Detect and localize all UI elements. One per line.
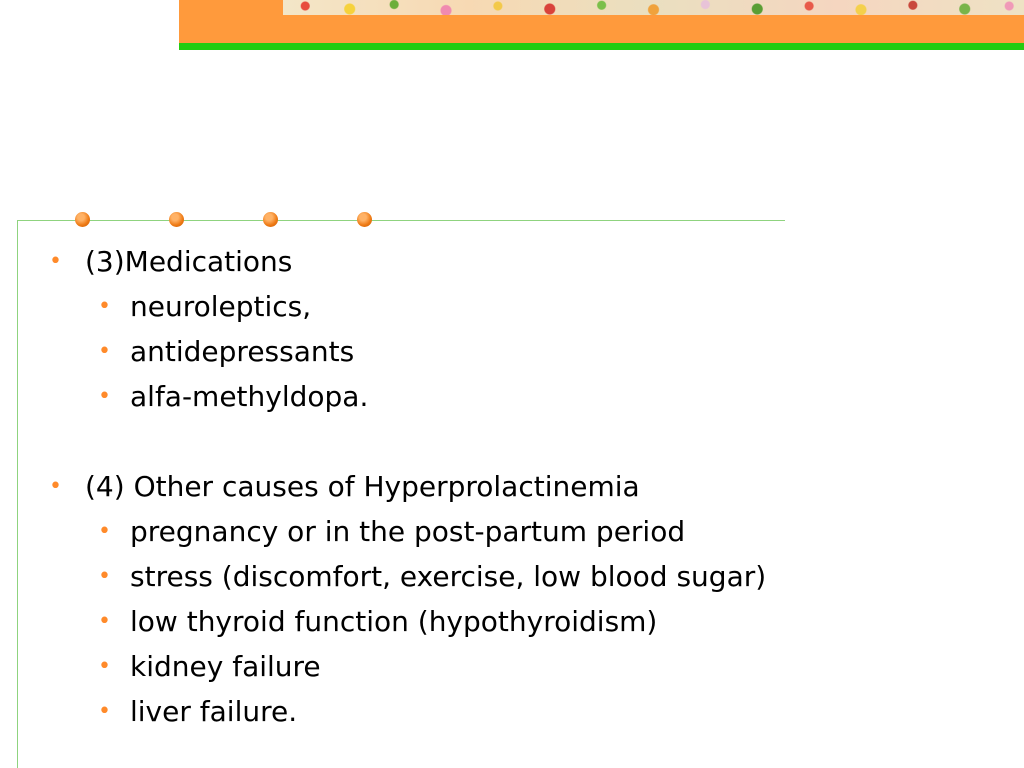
section-heading-medications: [49, 245, 292, 279]
list-item-text: stress (discomfort, exercise, low blood sugar): [130, 560, 767, 593]
list-item-text: alfa-methyldopa.: [130, 380, 369, 413]
bullet-icon: •: [98, 654, 111, 679]
list-item: [98, 515, 685, 549]
list-item: [98, 605, 657, 639]
bullet-icon: •: [98, 384, 111, 409]
bullet-icon: •: [98, 339, 111, 364]
section-heading-text: (4) Other causes of Hyperprolactinemia: [85, 470, 640, 503]
bullet-icon: •: [98, 699, 111, 724]
list-item: [98, 290, 311, 324]
list-item: [98, 695, 297, 729]
bullet-icon: •: [49, 474, 62, 499]
list-item: [98, 560, 766, 594]
bullet-icon: •: [49, 249, 62, 274]
list-item-text: low thyroid function (hypothyroidism): [130, 605, 658, 638]
list-item: [98, 335, 354, 369]
list-item-text: liver failure.: [130, 695, 298, 728]
bullet-icon: •: [98, 519, 111, 544]
list-item-text: pregnancy or in the post-partum period: [130, 515, 686, 548]
list-item-text: neuroleptics,: [130, 290, 312, 323]
list-item: [98, 650, 321, 684]
bullet-icon: •: [98, 609, 111, 634]
list-item: [98, 380, 368, 414]
section-heading-other-causes: [49, 470, 640, 504]
list-item-text: kidney failure: [130, 650, 321, 683]
section-heading-text: (3)Medications: [85, 245, 293, 278]
bullet-icon: •: [98, 564, 111, 589]
list-item-text: antidepressants: [130, 335, 355, 368]
bullet-icon: •: [98, 294, 111, 319]
